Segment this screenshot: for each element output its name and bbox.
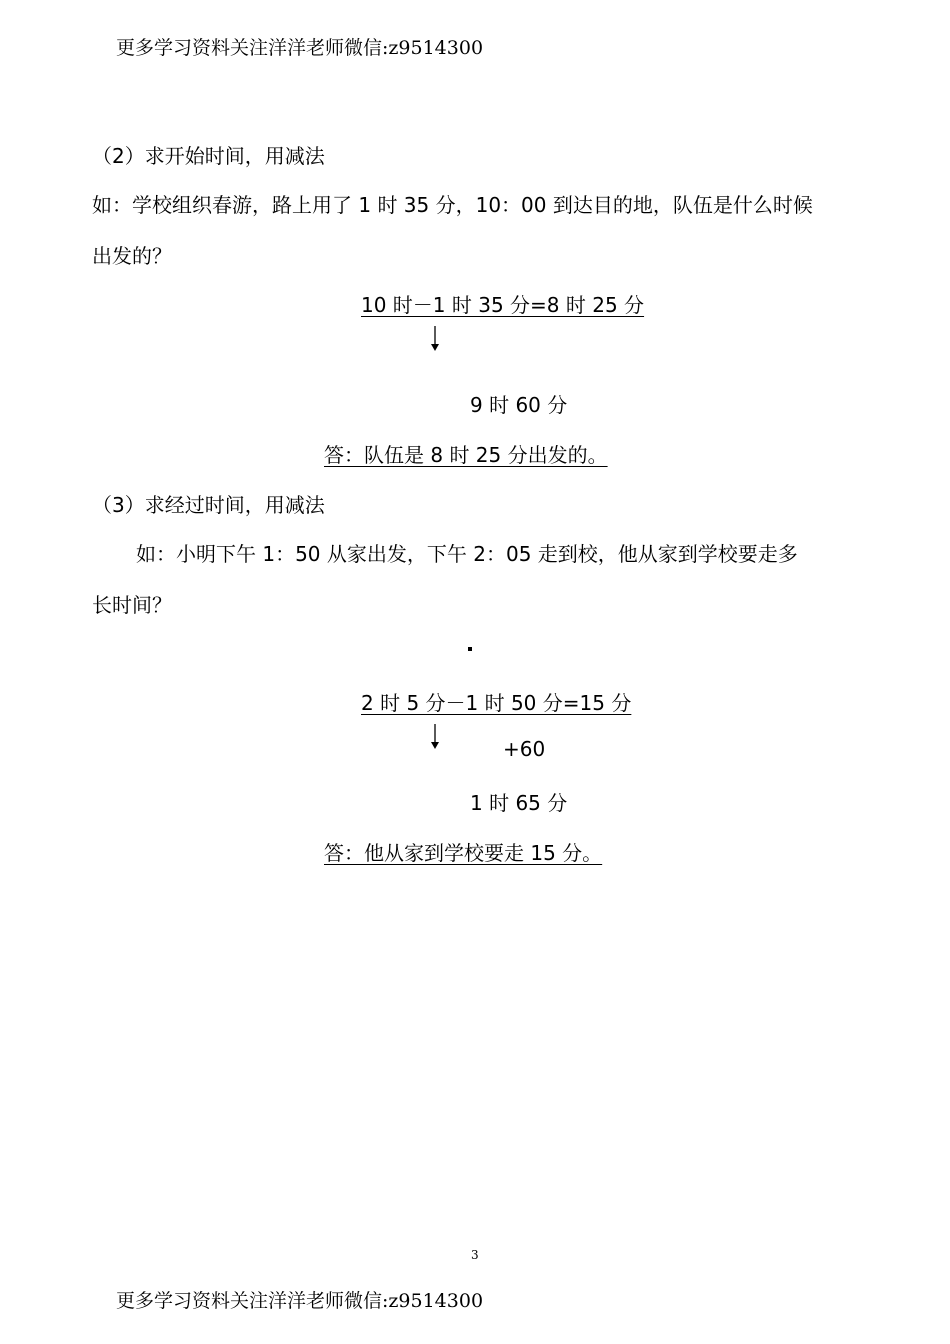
section-2-example-line-2: 出发的？: [92, 244, 172, 268]
page-footer: 更多学习资料关注洋洋老师微信:z9514300: [116, 1290, 484, 1312]
section-2-conversion: 9 时 60 分: [470, 393, 568, 417]
section-3-example-line-2: 长时间？: [92, 593, 172, 617]
section-3-heading: （3）求经过时间，用减法: [92, 493, 325, 517]
section-2-answer: 答：队伍是 8 时 25 分出发的。: [324, 443, 608, 467]
down-arrow-icon: [425, 324, 445, 354]
section-2-example-line-1: 如：学校组织春游，路上用了 1 时 35 分，10：00 到达目的地，队伍是什么时候: [92, 193, 813, 217]
section-3-plus-note: +60: [503, 737, 546, 761]
page-number: 3: [471, 1248, 479, 1262]
down-arrow-icon: [425, 722, 445, 752]
section-3-equation: 2 时 5 分－1 时 50 分=15 分: [361, 691, 632, 715]
section-3-example-line-1: 如：小明下午 1：50 从家出发，下午 2：05 走到校，他从家到学校要走多: [136, 542, 798, 566]
section-3-conversion: 1 时 65 分: [470, 791, 568, 815]
section-3-answer: 答：他从家到学校要走 15 分。: [324, 841, 603, 865]
section-2-heading: （2）求开始时间，用减法: [92, 144, 325, 168]
page-header: 更多学习资料关注洋洋老师微信:z9514300: [116, 37, 484, 59]
section-2-equation: 10 时－1 时 35 分=8 时 25 分: [361, 293, 645, 317]
dot-mark: [468, 647, 472, 651]
